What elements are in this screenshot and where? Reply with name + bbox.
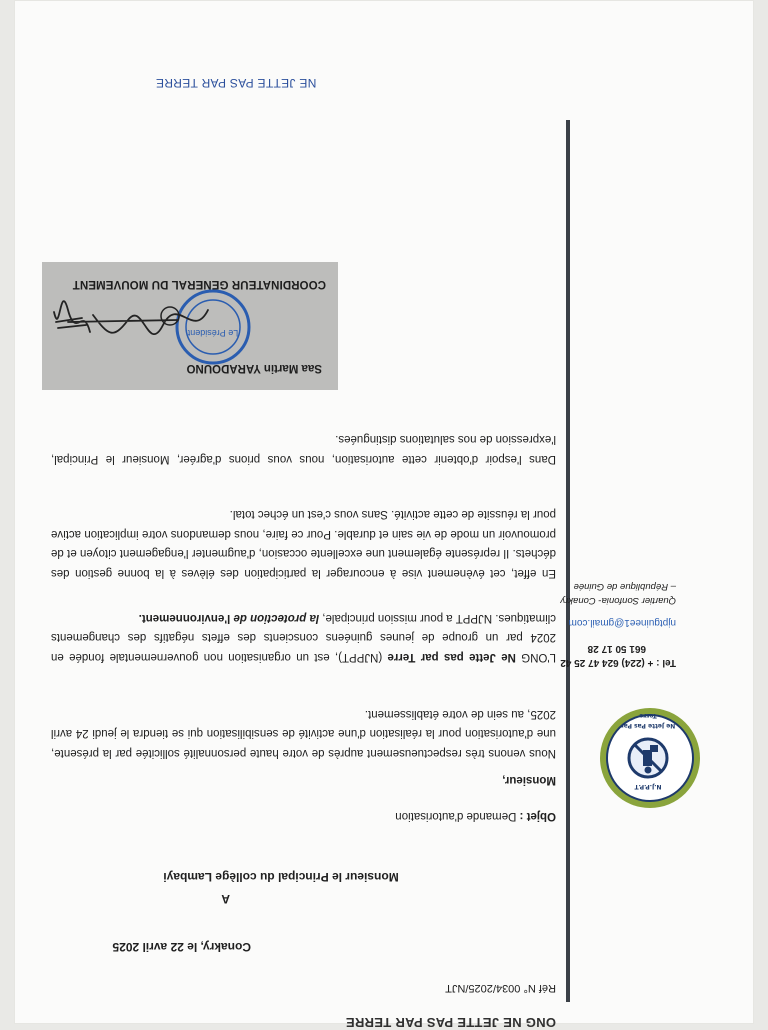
paragraph-organisation (51, 608, 556, 667)
org-mission: la protection de (233, 612, 320, 624)
signer-title: COORDINATEUR GENERAL DU MOUVEMENT (72, 278, 326, 290)
signer-name: Saa Martin YARADOUNO (186, 362, 322, 374)
logo-top-text: N.J.P.P.T (634, 783, 662, 790)
paragraph-closing: Dans l'espoir d'obtenir cette autorisation, nous vous prions d'agréer, Monsieur le Principal, l'expression de nos salutations distinguées. (51, 433, 556, 465)
subject-label: Objet : (519, 810, 556, 822)
phone-line: Tel : + (224) 624 47 25 42 (560, 657, 676, 668)
contact-details (556, 579, 676, 669)
org-intro: L'ONG (515, 651, 556, 663)
paragraph-request: Nous venons très respectueusement auprès de votre haute personnalité sollicitée par la présente, une d'autorisation pour la réalisation d'une activité de sensibilisation qui se tiendra le jeudi 24 avril 2025, au sein de votre établissement. (51, 708, 556, 759)
org-mission-end: l'environnement. (138, 612, 234, 624)
org-description: (NJPPT), est un organisation non gouvernementale fondée en 2024 par un groupe de jeunes guinéens conscients des effets négatifs des changements climatiques. NJPPT a pour mission principale, (51, 612, 556, 663)
no-littering-icon (626, 736, 670, 780)
paragraph-event: En effet, cet évènement vise à encourager la participation des élèves à la bonne gestion des déchets. Il représente également une excellente occasion, d'augmenter l'engagement citoyen et de promouvoir un mode de vie sain et durable. Pour ce faire, nous demandons votre implication active pour la réussite de cette activité. Sans vous c'est un échec total. (51, 508, 556, 579)
address: Quartier Sonfonia- Conakry – République de Guinée (560, 581, 676, 606)
reference-number: Réf N° 0034/2025/NJT (445, 982, 556, 994)
phone-line-2: 661 50 17 28 (587, 643, 646, 654)
subject-line (395, 810, 556, 822)
logo-inner (606, 714, 694, 802)
letterhead-sidebar (560, 0, 768, 1024)
letter-body (46, 0, 556, 1030)
email-link[interactable]: njptguinee1@gmail.com (568, 617, 676, 628)
salutation: Monsieur, (502, 774, 556, 786)
stamp-label: Le Président (187, 328, 239, 338)
handwritten-signature (48, 290, 218, 350)
org-name: Ne Jette pas par Terre (387, 651, 516, 663)
recipient-prefix: A (221, 892, 230, 906)
logo-bottom-text: Ne Jette Pas Par Terre (620, 712, 676, 729)
subject-text: Demande d'autorisation (395, 810, 520, 822)
signature-block (42, 262, 338, 390)
organisation-logo (600, 708, 700, 808)
letterhead-heading: ONG NE JETTE PAS PAR TERRE (345, 1015, 556, 1030)
recipient-name: Monsieur le Principal du collège Lambayi (163, 870, 399, 884)
footer-slogan: NE JETTE PAS PAR TERRE (155, 76, 317, 90)
date-line: Conakry, le 22 avril 2025 (112, 940, 251, 954)
